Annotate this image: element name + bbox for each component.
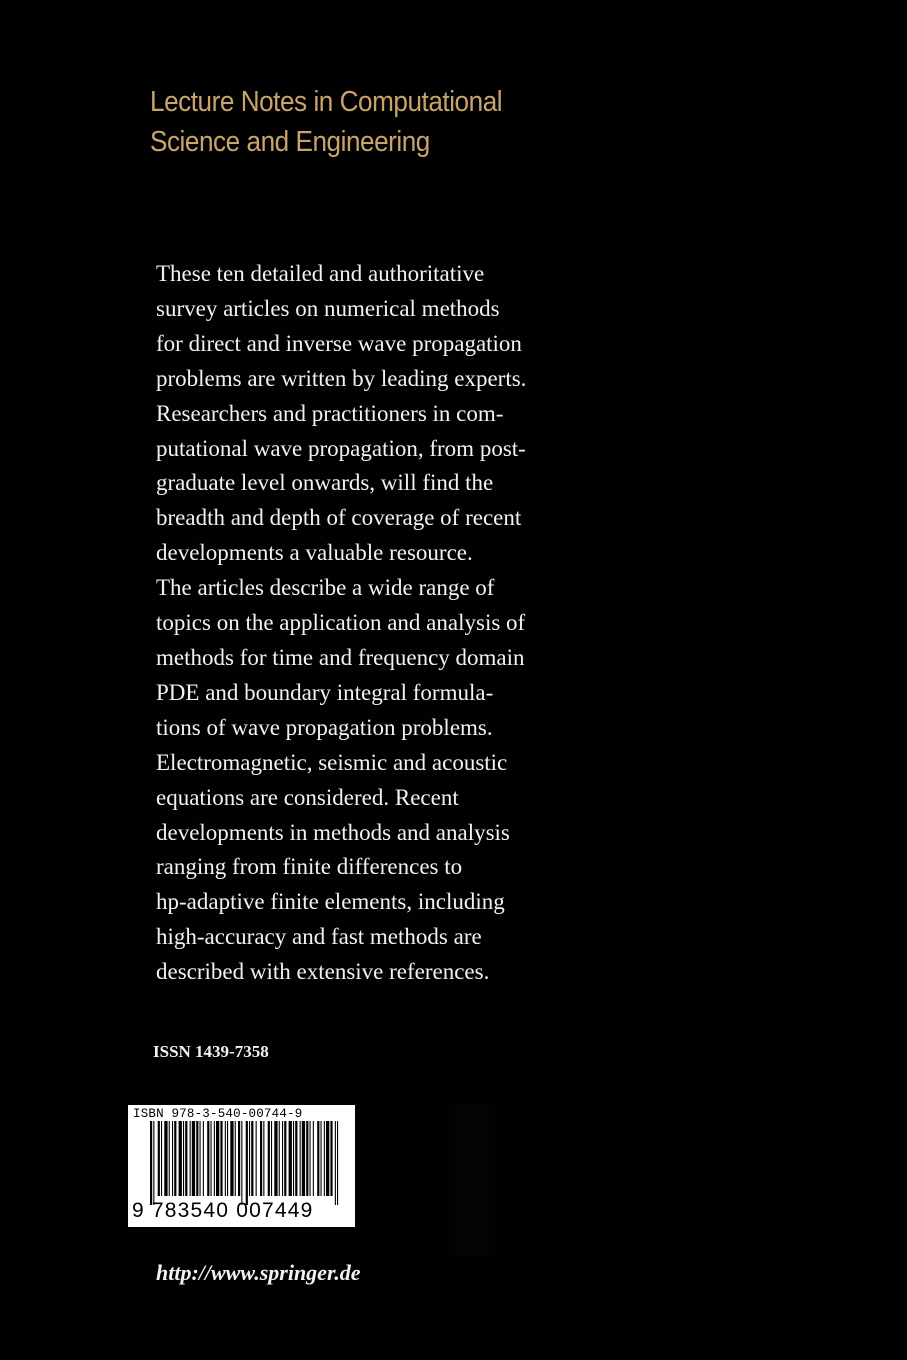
barcode-digits: 9 783540 007449 bbox=[132, 1199, 314, 1222]
barcode-bar bbox=[169, 1121, 170, 1196]
barcode-bar bbox=[321, 1121, 322, 1196]
barcode-bar bbox=[330, 1121, 332, 1196]
barcode-bar bbox=[324, 1121, 325, 1196]
blurb-line: survey articles on numerical methods bbox=[156, 295, 500, 321]
barcode-bar bbox=[216, 1121, 219, 1196]
back-cover-blurb bbox=[156, 257, 596, 990]
dark-shadow bbox=[455, 1105, 489, 1255]
issn-number: ISSN 1439-7358 bbox=[153, 1042, 269, 1061]
barcode-bar bbox=[150, 1121, 152, 1205]
blurb-line: hp-adaptive finite elements, including bbox=[156, 889, 505, 915]
barcode-bar bbox=[268, 1121, 270, 1196]
blurb-line: methods for time and frequency domain bbox=[156, 644, 525, 670]
barcode-bar bbox=[279, 1121, 280, 1196]
barcode-bar bbox=[241, 1121, 242, 1205]
isbn-text: ISBN 978-3-540-00744-9 bbox=[133, 1107, 303, 1121]
barcode-bar bbox=[192, 1121, 195, 1196]
blurb-line: problems are written by leading experts. bbox=[156, 365, 527, 391]
barcode-bar bbox=[260, 1121, 262, 1196]
barcode-bar bbox=[249, 1121, 250, 1196]
barcode-bar bbox=[161, 1121, 162, 1196]
blurb-line: Electromagnetic, seismic and acoustic bbox=[156, 749, 508, 775]
barcode-bar bbox=[246, 1121, 248, 1205]
barcode-bar bbox=[220, 1121, 222, 1196]
barcode-bar bbox=[207, 1121, 209, 1196]
blurb-line: topics on the application and analysis of bbox=[156, 610, 526, 636]
barcode-bar bbox=[200, 1121, 201, 1196]
barcode-bar bbox=[238, 1121, 240, 1196]
barcode-bar bbox=[172, 1121, 173, 1196]
barcode-bar bbox=[335, 1121, 336, 1205]
barcode-bar bbox=[196, 1121, 198, 1196]
blurb-line: putational wave propagation, from post- bbox=[156, 435, 526, 461]
barcode-bar bbox=[153, 1121, 154, 1205]
blurb-line: The articles describe a wide range of bbox=[156, 575, 495, 601]
barcode-bar bbox=[158, 1121, 160, 1196]
barcode-bar bbox=[211, 1121, 212, 1196]
blurb-line: Researchers and practitioners in com- bbox=[156, 400, 504, 426]
barcode-bar bbox=[185, 1121, 187, 1196]
barcode-bar bbox=[179, 1121, 182, 1196]
barcode-bar bbox=[251, 1121, 253, 1196]
barcode-bar bbox=[302, 1121, 305, 1196]
barcode-bar bbox=[300, 1121, 301, 1196]
barcode-bar bbox=[263, 1121, 264, 1196]
barcode-bar bbox=[225, 1121, 226, 1196]
barcode-bar bbox=[203, 1121, 204, 1196]
isbn-barcode bbox=[128, 1105, 355, 1227]
barcode-bar bbox=[337, 1121, 338, 1205]
series-title bbox=[150, 82, 654, 162]
barcode-bar bbox=[295, 1121, 297, 1196]
barcode-bar bbox=[282, 1121, 283, 1196]
barcode-bar bbox=[293, 1121, 294, 1196]
blurb-line: developments a valuable resource. bbox=[156, 540, 473, 566]
blurb-line: breadth and depth of coverage of recent bbox=[156, 505, 522, 531]
publisher-url: http://www.springer.de bbox=[156, 1260, 361, 1285]
barcode-bar bbox=[313, 1121, 314, 1196]
blurb-line: described with extensive references. bbox=[156, 959, 490, 985]
barcode-bar bbox=[326, 1121, 329, 1196]
barcode-bar bbox=[164, 1121, 167, 1196]
barcode-bar bbox=[289, 1121, 292, 1196]
blurb-line: developments in methods and analysis bbox=[156, 819, 510, 845]
blurb-line: tions of wave propagation problems. bbox=[156, 714, 493, 740]
barcode-bar bbox=[310, 1121, 311, 1196]
barcode-bar bbox=[317, 1121, 319, 1196]
blurb-line: graduate level onwards, will find the bbox=[156, 470, 494, 496]
barcode-bar bbox=[274, 1121, 277, 1196]
barcode-bar bbox=[183, 1121, 184, 1196]
barcode-bar bbox=[174, 1121, 176, 1196]
barcode-bar bbox=[214, 1121, 215, 1196]
barcode-bar bbox=[227, 1121, 228, 1196]
barcode-bar bbox=[235, 1121, 236, 1196]
series-title-line-2: Science and Engineering bbox=[150, 126, 430, 158]
barcode-bar bbox=[284, 1121, 286, 1196]
barcode-bar bbox=[256, 1121, 257, 1196]
blurb-line: PDE and boundary integral formula- bbox=[156, 679, 494, 705]
barcode-bar bbox=[306, 1121, 308, 1196]
blurb-line: high-accuracy and fast methods are bbox=[156, 924, 482, 950]
blurb-line: equations are considered. Recent bbox=[156, 784, 459, 810]
blurb-line: for direct and inverse wave propagation bbox=[156, 330, 522, 356]
barcode-bar bbox=[190, 1121, 191, 1196]
series-title-line-1: Lecture Notes in Computational bbox=[150, 86, 503, 118]
blurb-line: ranging from finite differences to bbox=[156, 854, 463, 880]
barcode-bar bbox=[271, 1121, 272, 1196]
blurb-line: These ten detailed and authoritative bbox=[156, 261, 485, 286]
barcode-bar bbox=[230, 1121, 233, 1196]
